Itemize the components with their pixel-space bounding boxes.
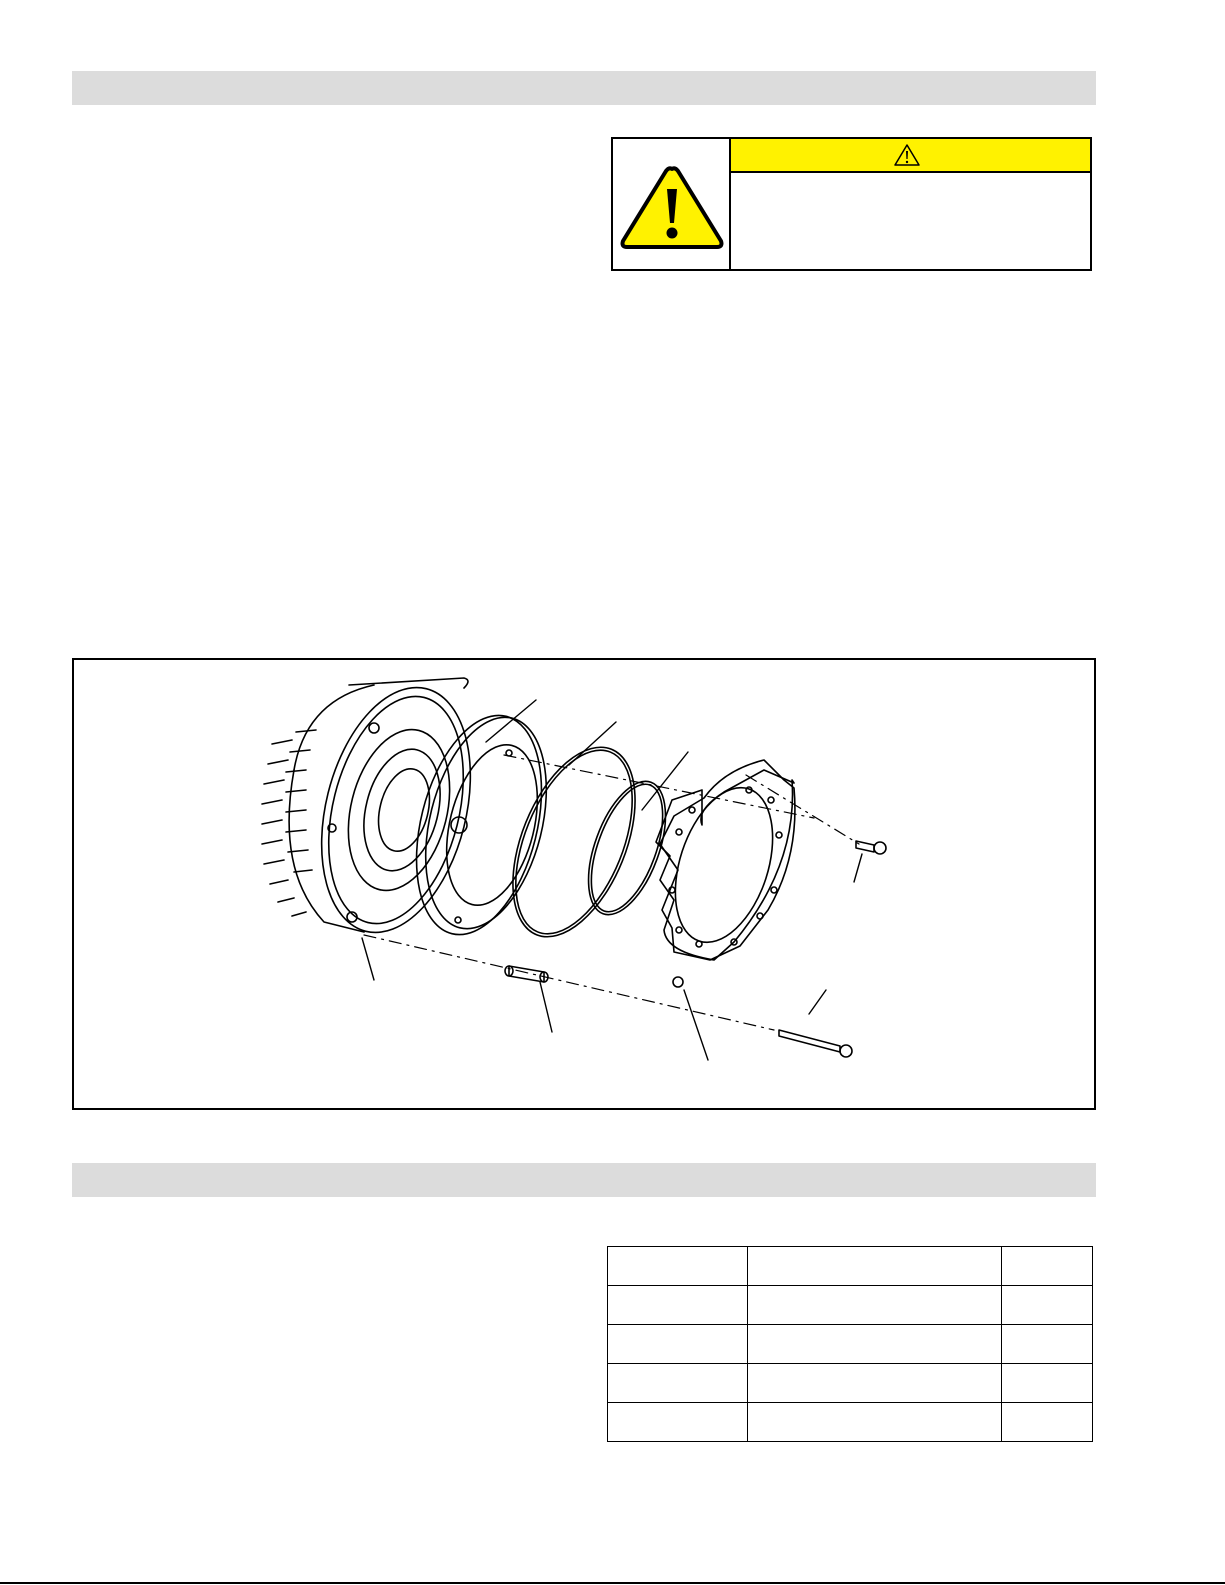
exploded-view-figure xyxy=(72,658,1096,1110)
table-cell xyxy=(608,1286,748,1325)
small-warning-triangle-icon xyxy=(893,143,921,167)
motor-housing-drawing xyxy=(262,672,494,948)
table-cell xyxy=(748,1403,1002,1442)
short-screw-drawing xyxy=(856,841,886,854)
caution-message xyxy=(731,173,1090,269)
table-cell xyxy=(1001,1364,1092,1403)
table-row xyxy=(608,1325,1093,1364)
section-header-bar-top xyxy=(72,71,1096,105)
dowel-pin-drawing xyxy=(505,966,548,982)
caution-content xyxy=(731,139,1090,269)
table-row xyxy=(608,1286,1093,1325)
table-cell xyxy=(1001,1325,1092,1364)
table-row xyxy=(608,1403,1093,1442)
spec-table xyxy=(607,1246,1093,1442)
callout-leaders xyxy=(362,700,862,1060)
table-cell xyxy=(748,1325,1002,1364)
table-cell xyxy=(608,1403,748,1442)
warning-triangle-icon xyxy=(617,163,727,251)
exploded-assembly-drawing xyxy=(74,660,1094,1108)
large-o-ring-drawing xyxy=(488,730,659,954)
caution-header xyxy=(731,139,1090,173)
flange-plate-drawing xyxy=(656,760,795,987)
table-header-cell xyxy=(1001,1247,1092,1286)
assembly-center-lines xyxy=(364,755,859,1030)
adapter-ring-drawing xyxy=(396,702,567,947)
section-header-bar-bottom xyxy=(72,1163,1096,1197)
table-header-row xyxy=(608,1247,1093,1286)
table-cell xyxy=(1001,1286,1092,1325)
table-cell xyxy=(608,1325,748,1364)
table-header-cell xyxy=(608,1247,748,1286)
page-bottom-rule xyxy=(0,1582,1225,1584)
table-cell xyxy=(1001,1403,1092,1442)
table-cell xyxy=(608,1364,748,1403)
table-cell xyxy=(748,1286,1002,1325)
table-row xyxy=(608,1364,1093,1403)
caution-box xyxy=(611,137,1092,271)
table-header-cell xyxy=(748,1247,1002,1286)
long-screw-drawing xyxy=(779,1030,852,1057)
table-cell xyxy=(748,1364,1002,1403)
caution-icon-cell xyxy=(613,139,731,269)
